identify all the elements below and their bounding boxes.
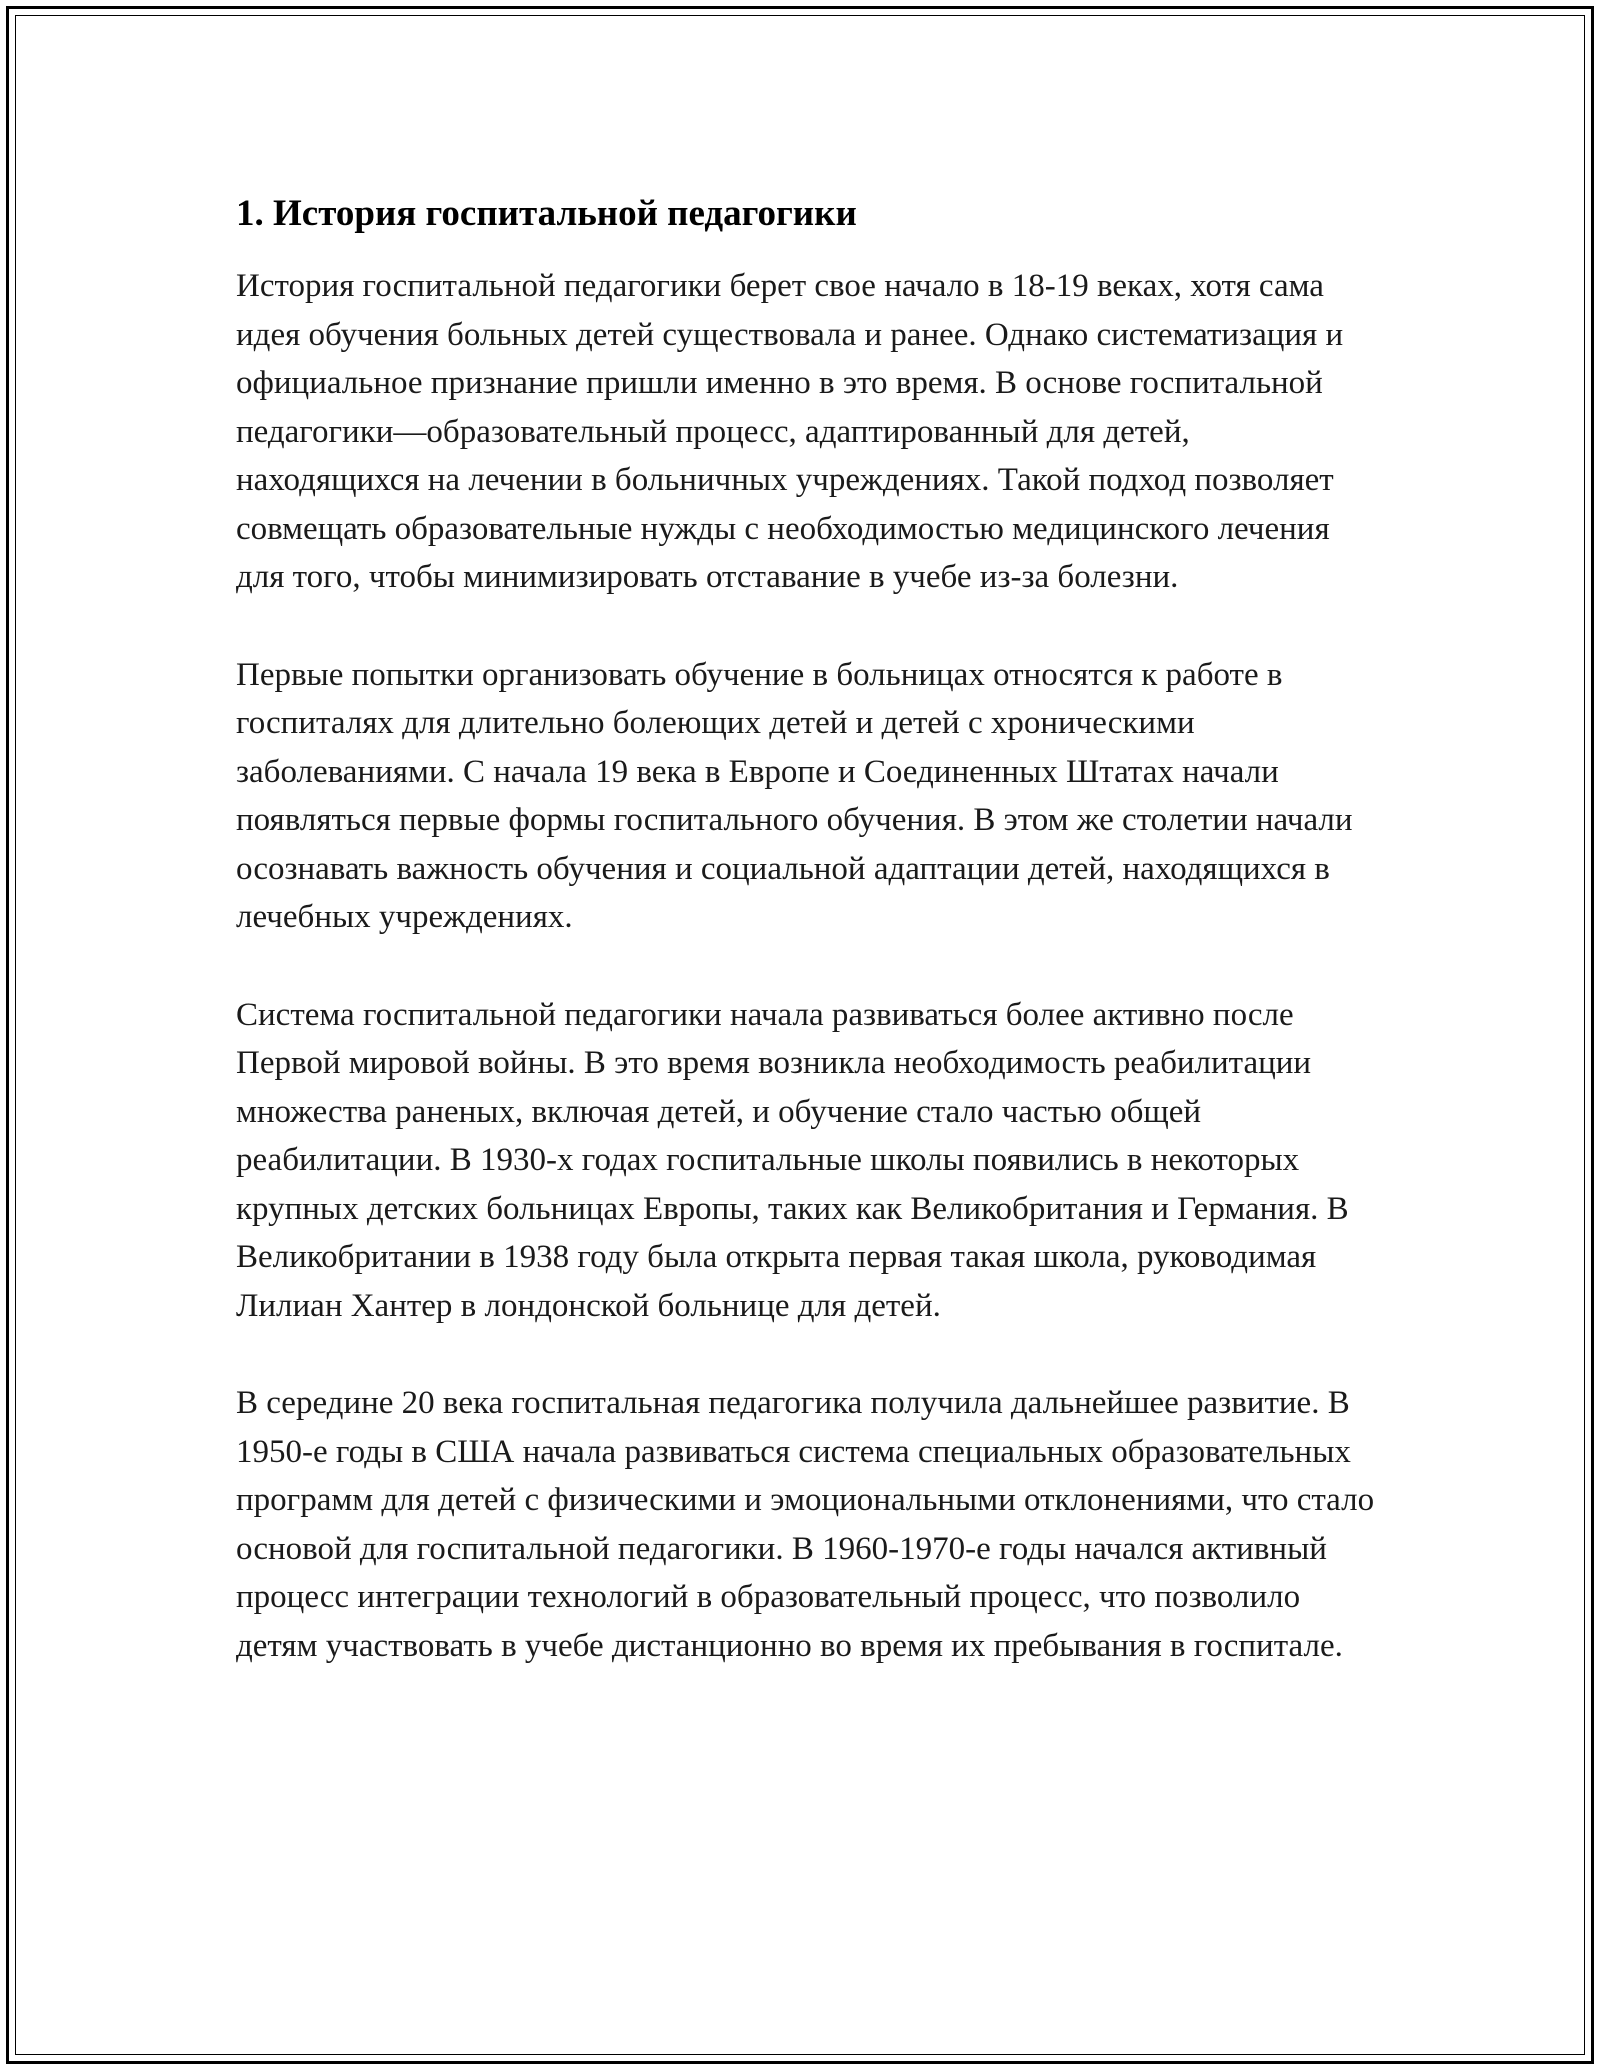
paragraph-1: История госпитальной педагогики берет свое начало в 18-19 веках, хотя сама идея обучения больных детей существовала и ранее. Однако систематизация и официальное признание пришли именно в это время. В основе госпитальной педагогики—образовательный процесс, адаптированный для детей, находящихся на лечении в больничных учреждениях. Такой подход позволяет совмещать образовательные нужды с необходимостью медицинского лечения для того, чтобы минимизировать отставание в учебе из-за болезни.	[236, 268, 1344, 595]
paragraph-2: Первые попытки организовать обучение в больницах относятся к работе в госпиталях для длительно болеющих детей и детей с хроническими заболеваниями. С начала 19 века в Европе и Соединенных Штатах начали появляться первые формы госпитального обучения. В этом же столетии начали осознавать важность обучения и социальной адаптации детей, находящихся в лечебных учреждениях.	[236, 656, 1353, 935]
section-heading: 1. История госпитальной педагогики	[236, 193, 857, 234]
paragraph-4: В середине 20 века госпитальная педагогика получила дальнейшее развитие. В 1950-е годы в США начала развиваться система специальных образовательных программ для детей с физическими и эмоциональными отклонениями, что стало основой для госпитальной педагогики. В 1960-1970-е годы начался активный процесс интеграции технологий в образовательный процесс, что позволило детям участвовать в учебе дистанционно во время их пребывания в госпитале.	[236, 1385, 1375, 1664]
document-body	[236, 186, 1376, 1670]
paragraph-3: Система госпитальной педагогики начала развиваться более активно после Первой мировой войны. В это время возникла необходимость реабилитации множества раненых, включая детей, и обучение стало частью общей реабилитации. В 1930-х годах госпитальные школы появились в некоторых крупных детских больницах Европы, таких как Великобритания и Германия. В Великобритании в 1938 году была открыта первая такая школа, руководимая Лилиан Хантер в лондонской больнице для детей.	[236, 996, 1349, 1324]
